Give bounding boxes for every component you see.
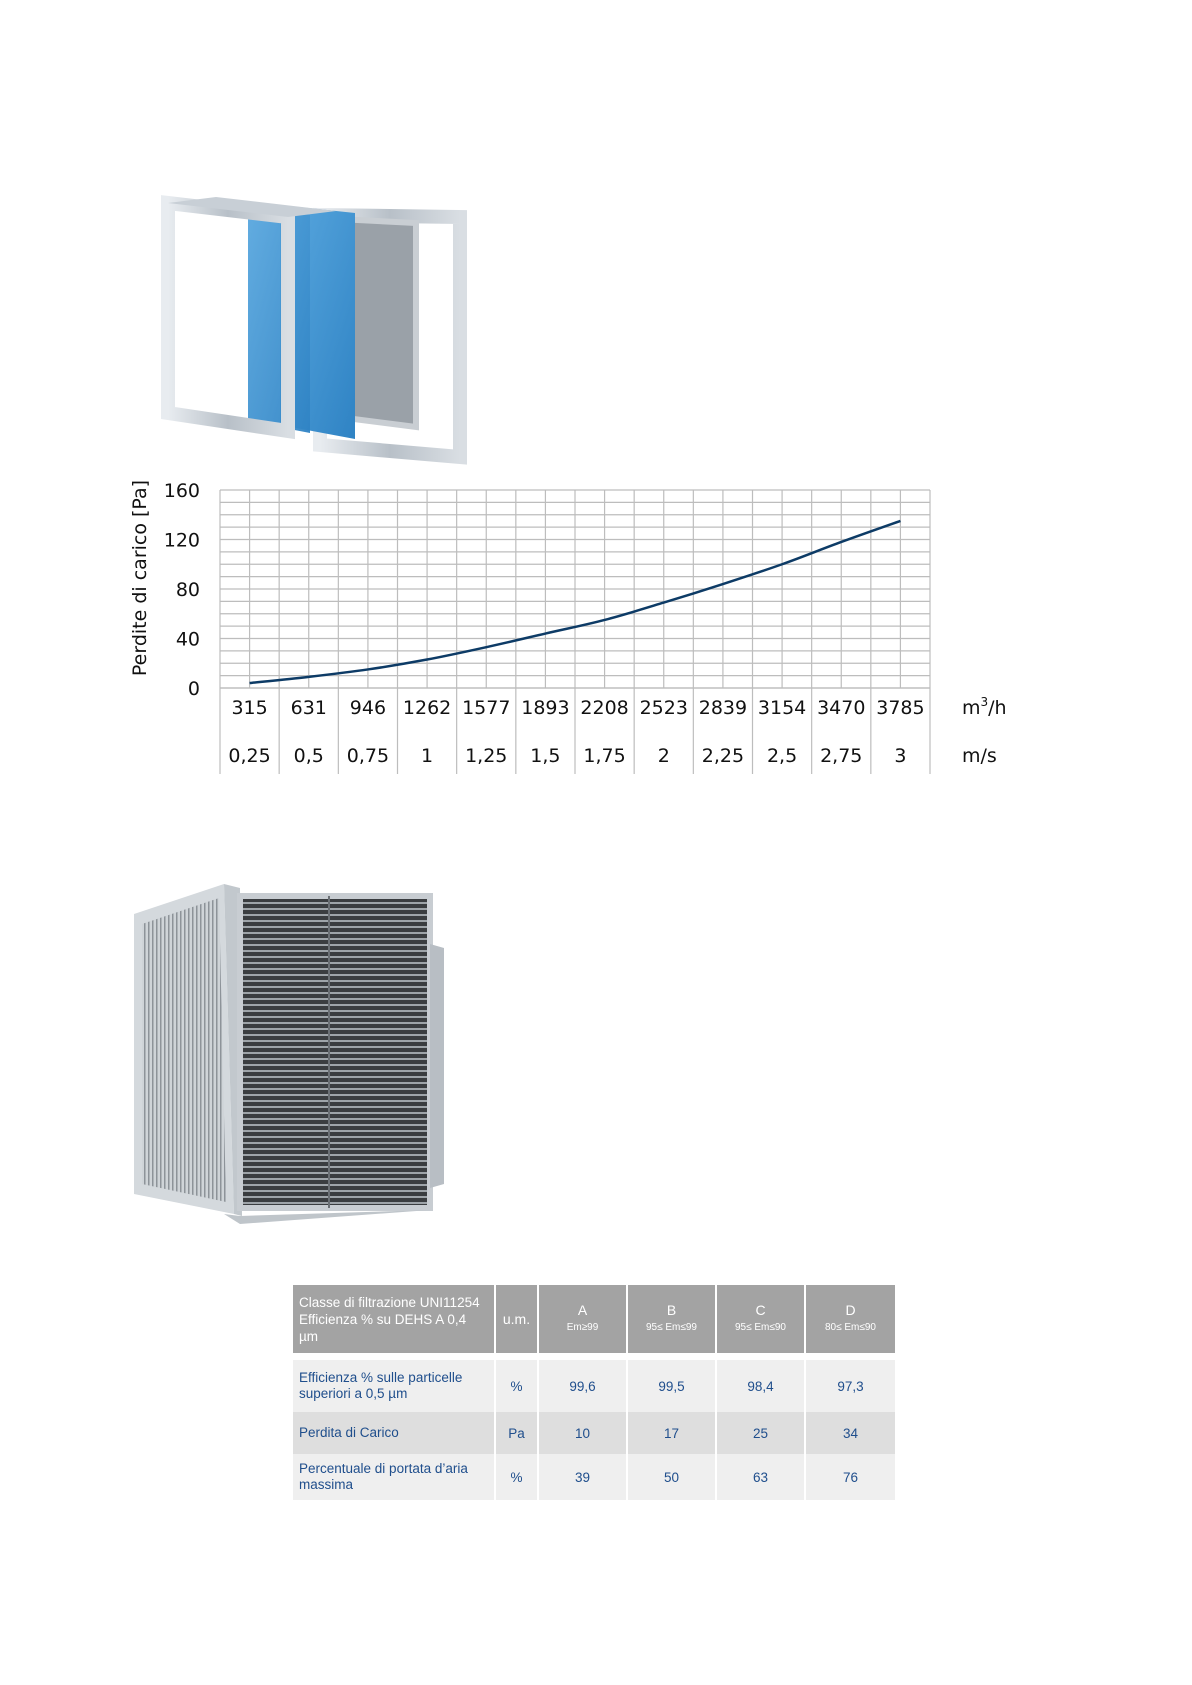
cell-value: 63 (716, 1454, 805, 1500)
cell-value: 99,5 (627, 1360, 716, 1412)
row-unit: Pa (495, 1412, 538, 1454)
row-unit: % (495, 1454, 538, 1500)
table-row (293, 1454, 895, 1500)
cell-value: 50 (627, 1454, 716, 1500)
chart-grid (220, 490, 930, 774)
header-param-line1: Classe di filtrazione UNI11254 (299, 1294, 480, 1310)
cell-value: 17 (627, 1412, 716, 1454)
table-row (293, 1412, 895, 1454)
row-label: Percentuale di portata d’aria massima (293, 1454, 495, 1500)
row-label: Perdita di Carico (293, 1412, 495, 1454)
cell-value: 34 (805, 1412, 895, 1454)
x-flow-tick-label: 315 (231, 697, 268, 719)
header-parameter (293, 1285, 495, 1353)
cell-value: 25 (716, 1412, 805, 1454)
x-velocity-tick-label: 2 (657, 745, 670, 767)
x-flow-tick-label: 946 (349, 697, 387, 719)
header-class-d: D 80≤ Em≤90 (805, 1285, 895, 1353)
x-velocity-tick-label: 0,5 (293, 745, 324, 767)
x-velocity-tick-label: 2,5 (766, 745, 798, 767)
cell-value: 39 (538, 1454, 627, 1500)
heat-exchanger-illustration (124, 884, 484, 1244)
y-tick-label: 160 (163, 480, 200, 502)
x-velocity-tick-label: 0,75 (346, 745, 390, 767)
x-flow-tick-label: 2208 (580, 697, 629, 719)
filter-frames-illustration (160, 195, 480, 465)
x-velocity-tick-label: 1,75 (583, 745, 626, 767)
x-velocity-tick-label: 3 (894, 745, 907, 767)
cell-value: 10 (538, 1412, 627, 1454)
table-row (293, 1360, 895, 1412)
pressure-drop-chart (120, 478, 1020, 774)
y-tick-label: 40 (175, 628, 200, 651)
x-velocity-tick-label: 2,75 (820, 745, 863, 767)
x-flow-tick-label: 1262 (402, 697, 452, 719)
x-flow-tick-label: 1577 (462, 697, 511, 719)
cell-value: 76 (805, 1454, 895, 1500)
x-flow-tick-label: 2523 (639, 697, 688, 719)
x-velocity-tick-label: 1,5 (530, 745, 561, 767)
table-header-row (293, 1285, 895, 1353)
x-velocity-unit-label: m/s (962, 745, 997, 767)
x-axis-flow-ticks (231, 697, 924, 719)
x-flow-tick-label: 631 (290, 697, 327, 719)
x-axis-velocity-ticks (228, 745, 906, 767)
x-velocity-tick-label: 2,25 (701, 745, 745, 767)
x-flow-tick-label: 2839 (698, 697, 748, 719)
header-class-a: A Em≥99 (538, 1285, 627, 1353)
row-unit: % (495, 1360, 538, 1412)
y-tick-label: 120 (163, 529, 200, 552)
x-flow-unit-label: $m^3/h$ (962, 695, 1007, 719)
x-flow-tick-label: 3154 (757, 697, 807, 719)
filtration-spec-table (293, 1285, 895, 1500)
y-tick-label: 80 (175, 579, 200, 601)
cell-value: 97,3 (805, 1360, 895, 1412)
x-velocity-tick-label: 0,25 (228, 745, 271, 767)
header-param-line2: Efficienza % su DEHS A 0,4 µm (299, 1311, 467, 1344)
header-class-c: C 95≤ Em≤90 (716, 1285, 805, 1353)
cell-value: 99,6 (538, 1360, 627, 1412)
x-velocity-tick-label: 1 (421, 745, 434, 767)
cell-value: 98,4 (716, 1360, 805, 1412)
header-unit: u.m. (495, 1285, 538, 1353)
header-class-b: B 95≤ Em≤99 (627, 1285, 716, 1353)
row-label: Efficienza % sulle particelle superiori a 0,5 µm (293, 1360, 495, 1412)
y-axis-label: Perdite di carico [Pa] (129, 479, 151, 677)
x-flow-tick-label: 3470 (817, 697, 866, 719)
y-axis-ticks (164, 480, 200, 700)
x-flow-tick-label: 3785 (876, 697, 925, 719)
y-tick-label: 0 (187, 678, 200, 700)
x-velocity-tick-label: 1,25 (465, 745, 508, 767)
x-flow-tick-label: 1893 (521, 697, 570, 719)
